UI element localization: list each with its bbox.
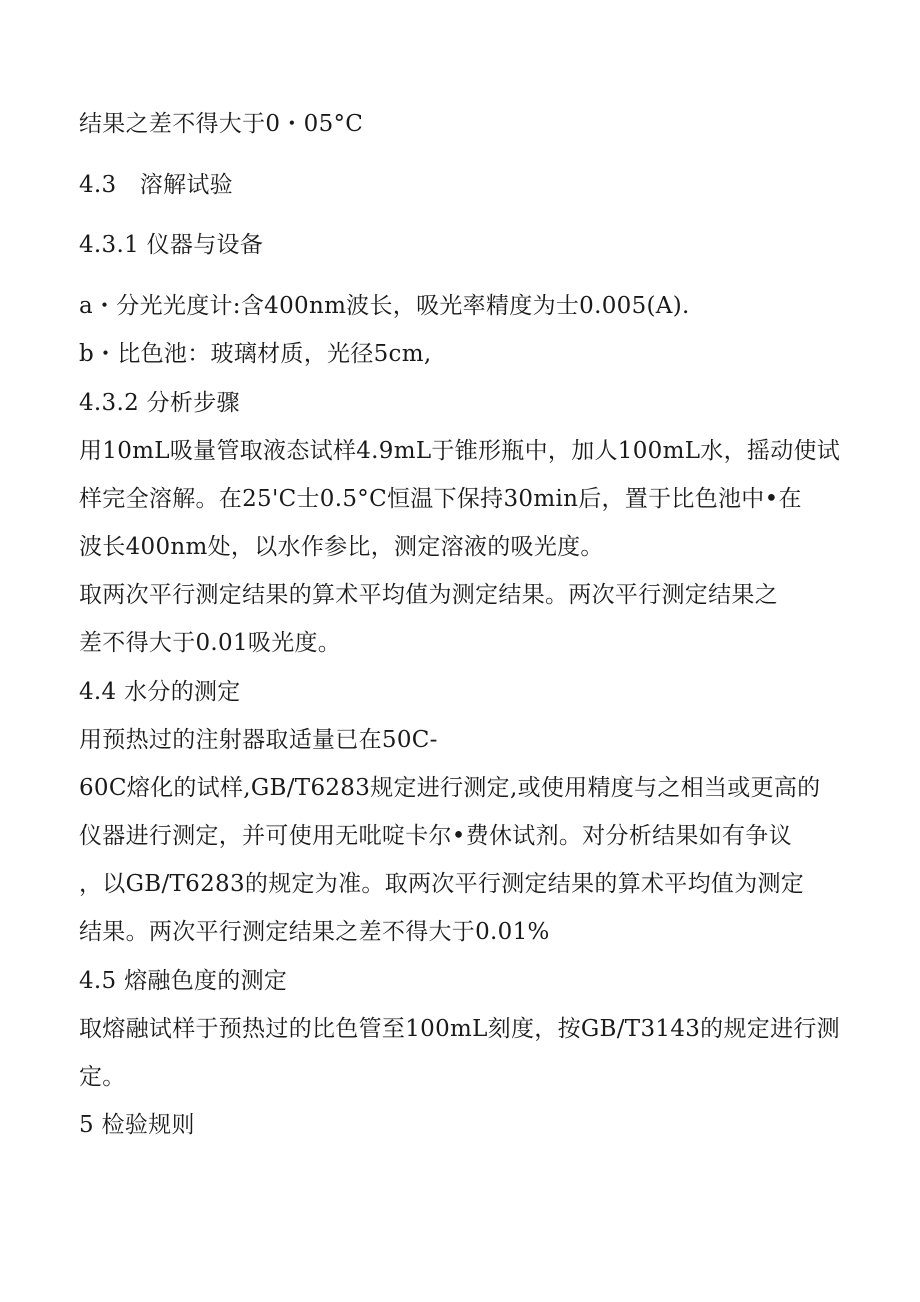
paragraph-line: 结果。两次平行测定结果之差不得大于0.01% xyxy=(79,919,550,945)
paragraph-line: 样完全溶解。在25'C士0.5°C恒温下保持30min后，置于比色池中•在 xyxy=(79,486,802,512)
paragraph-line: 仪器进行测定，并可使用无吡啶卡尔•费休试剂。对分析结果如有争议 xyxy=(79,823,792,849)
paragraph-line: ，以GB/T6283的规定为准。取两次平行测定结果的算术平均值为测定 xyxy=(79,871,805,897)
section-heading-4-3-2: 4.3.2 分析步骤 xyxy=(79,390,240,416)
paragraph-line: 取两次平行测定结果的算术平均值为测定结果。两次平行测定结果之 xyxy=(79,582,778,608)
section-heading-4-3: 4.3 溶解试验 xyxy=(79,172,233,198)
text-line-result-diff-temp: 结果之差不得大于0・05°C xyxy=(79,111,364,137)
section-heading-4-3-1: 4.3.1 仪器与设备 xyxy=(79,232,264,258)
paragraph-line: 用预热过的注射器取适量已在50C- xyxy=(79,727,438,753)
section-heading-4-4: 4.4 水分的测定 xyxy=(79,679,241,705)
paragraph-line: 波长400nm处，以水作参比，测定溶液的吸光度。 xyxy=(79,534,604,560)
list-item-a: a・分光光度计:含400nm波长，吸光率精度为士0.005(A). xyxy=(79,293,690,319)
paragraph-line: 定。 xyxy=(79,1064,126,1090)
list-item-b: b・比色池：玻璃材质，光径5cm, xyxy=(79,341,432,367)
section-heading-4-5: 4.5 熔融色度的测定 xyxy=(79,968,288,994)
paragraph-line: 取熔融试样于预热过的比色管至100mL刻度，按GB/T3143的规定进行测 xyxy=(79,1016,840,1042)
section-heading-5: 5 检验规则 xyxy=(79,1112,195,1138)
paragraph-line: 差不得大于0.01吸光度。 xyxy=(79,630,342,656)
paragraph-line: 用10mL吸量管取液态试样4.9mL于锥形瓶中，加人100mL水，摇动使试 xyxy=(79,438,841,464)
paragraph-line: 60C熔化的试样,GB/T6283规定进行测定,或使用精度与之相当或更高的 xyxy=(79,775,821,801)
